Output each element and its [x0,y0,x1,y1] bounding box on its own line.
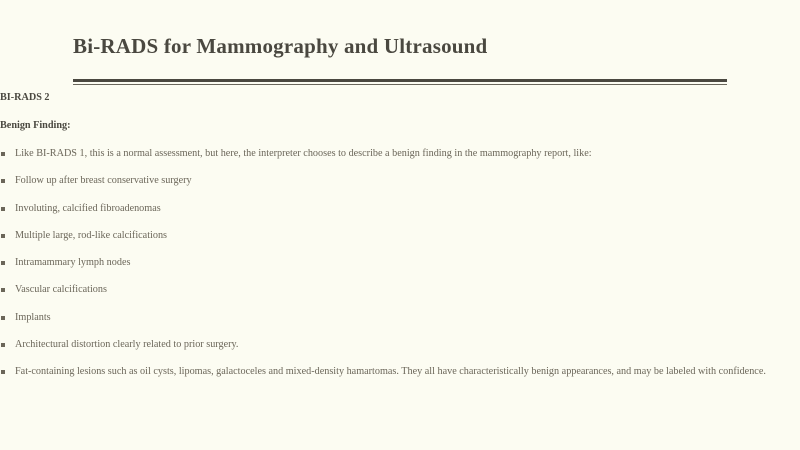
bullet-item [0,311,800,324]
bullet-marker-icon [1,234,5,238]
bullet-text: Fat-containing lesions such as oil cysts, lipomas, galactoceles and mixed-density hamartomas. They all have characteristically benign appearances, and may be labeled with confidence. [15,366,766,378]
bullet-text: Multiple large, rod-like calcifications [15,229,168,241]
section-subheading: Benign Finding: [0,120,71,131]
bullet-marker-icon [1,261,5,265]
bullet-marker-icon [1,152,5,156]
bullet-marker-icon [1,179,5,183]
title-divider-thin [73,84,727,85]
bullet-text: Involuting, calcified fibroadenomas [15,202,161,214]
bullet-text: Follow up after breast conservative surgery [15,175,192,187]
bullet-item [0,174,800,187]
bullet-marker-icon [1,370,5,374]
bullet-marker-icon [1,207,5,211]
bullet-item [0,229,800,242]
bullet-marker-icon [1,316,5,320]
bullet-item [0,147,800,160]
bullet-list [0,147,800,393]
bullet-text: Vascular calcifications [15,284,107,296]
bullet-marker-icon [1,343,5,347]
bullet-text: Architectural distortion clearly related to prior surgery. [15,339,239,351]
section-label: BI-RADS 2 [0,92,50,103]
bullet-text: Intramammary lymph nodes [15,257,131,269]
bullet-item [0,365,800,378]
slide-title: Bi-RADS for Mammography and Ultrasound [73,34,488,58]
bullet-marker-icon [1,288,5,292]
bullet-item [0,283,800,296]
bullet-item [0,256,800,269]
title-divider-thick [73,79,727,82]
bullet-item [0,338,800,351]
bullet-text: Like BI-RADS 1, this is a normal assessment, but here, the interpreter chooses to describe a benign finding in the mammography report, like: [15,148,592,159]
bullet-item [0,202,800,215]
bullet-text: Implants [15,311,51,323]
